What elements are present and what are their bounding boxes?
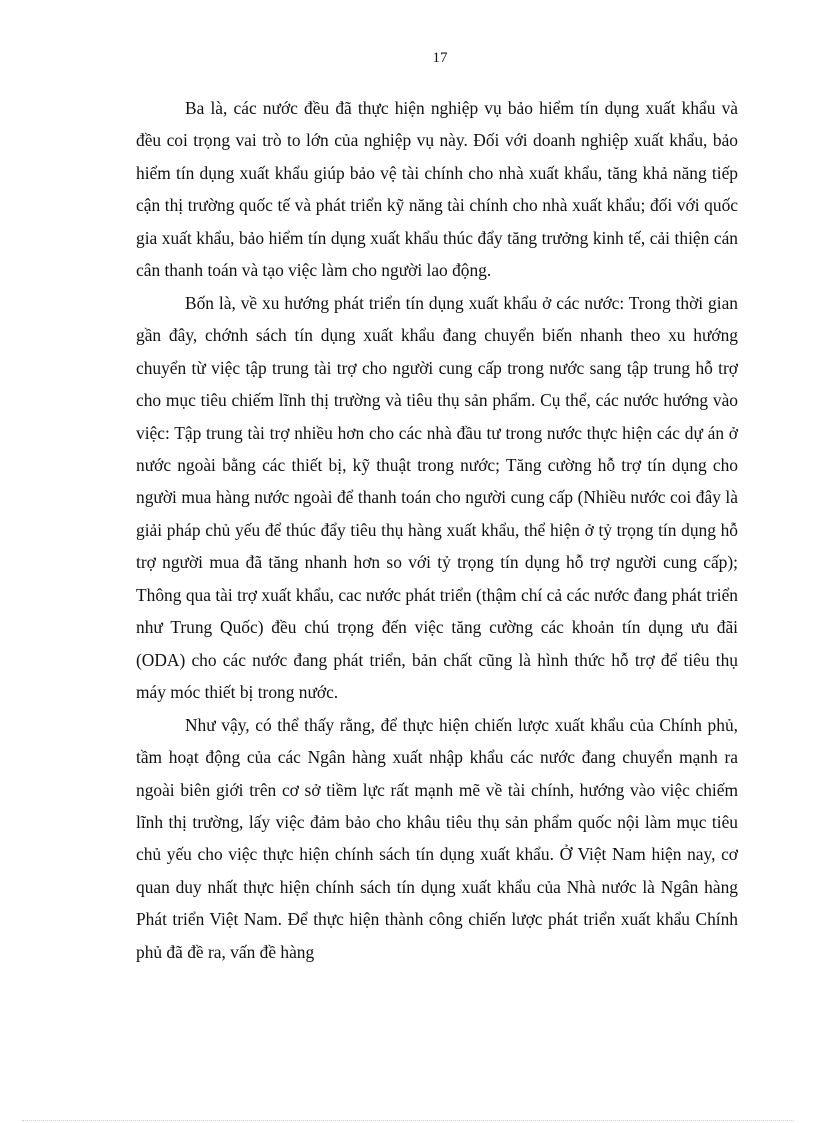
body-text bbox=[136, 92, 738, 968]
page-bottom-divider bbox=[22, 1120, 794, 1121]
page-number: 17 bbox=[432, 50, 448, 66]
paragraph-nhu-vay: Như vậy, có thể thấy rằng, để thực hiện chiến lược xuất khẩu của Chính phủ, tầm hoạt động của các Ngân hàng xuất nhập khẩu các nước đang chuyển mạnh ra ngoài biên giới trên cơ sở tiềm lực rất mạnh mẽ về tài chính, hướng vào việc chiếm lĩnh thị trường, lấy việc đảm bảo cho khâu tiêu thụ sản phẩm quốc nội làm mục tiêu chủ yếu cho việc thực hiện chính sách tín dụng xuất khẩu. Ở Việt Nam hiện nay, cơ quan duy nhất thực hiện chính sách tín dụng xuất khẩu của Nhà nước là Ngân hàng Phát triển Việt Nam. Để thực hiện thành công chiến lược phát triển xuất khẩu Chính phủ đã đề ra, vấn đề hàng bbox=[136, 714, 738, 962]
paragraph-bon-la: Bốn là, về xu hướng phát triển tín dụng xuất khẩu ở các nước: Trong thời gian gần đây, chớnh sách tín dụng xuất khẩu đang chuyển biến nhanh theo xu hướng chuyển từ việc tập trung tài trợ cho người cung cấp trong nước sang tập trung hỗ trợ cho mục tiêu chiếm lĩnh thị trường và tiêu thụ sản phẩm. Cụ thể, các nước hướng vào việc: Tập trung tài trợ nhiều hơn cho các nhà đầu tư trong nước thực hiện các dự án ở nước ngoài bằng các thiết bị, kỹ thuật trong nước; Tăng cường hỗ trợ tín dụng cho người mua hàng nước ngoài để thanh toán cho người cung cấp (Nhiều nước coi đây là giải pháp chủ yếu để thúc đẩy tiêu thụ hàng xuất khẩu, thể hiện ở tỷ trọng tín dụng hỗ trợ người mua đã tăng nhanh hơn so với tỷ trọng tín dụng hỗ trợ người cung cấp); Thông qua tài trợ xuất khẩu, cac nước phát triển (thậm chí cả các nước đang phát triển như Trung Quốc) đều chú trọng đến việc tăng cường các khoản tín dụng ưu đãi (ODA) cho các nước đang phát triển, bản chất cũng là hình thức hỗ trợ để tiêu thụ máy móc thiết bị trong nước. bbox=[136, 292, 738, 703]
paragraph-ba-la: Ba là, các nước đều đã thực hiện nghiệp vụ bảo hiểm tín dụng xuất khẩu và đều coi trọng vai trò to lớn của nghiệp vụ này. Đối với doanh nghiệp xuất khẩu, bảo hiểm tín dụng xuất khẩu giúp bảo vệ tài chính cho nhà xuất khẩu, tăng khả năng tiếp cận thị trường quốc tế và phát triển kỹ năng tài chính cho nhà xuất khẩu; đối với quốc gia xuất khẩu, bảo hiểm tín dụng xuất khẩu thúc đẩy tăng trưởng kinh tế, cải thiện cán cân thanh toán và tạo việc làm cho người lao động. bbox=[136, 98, 738, 281]
